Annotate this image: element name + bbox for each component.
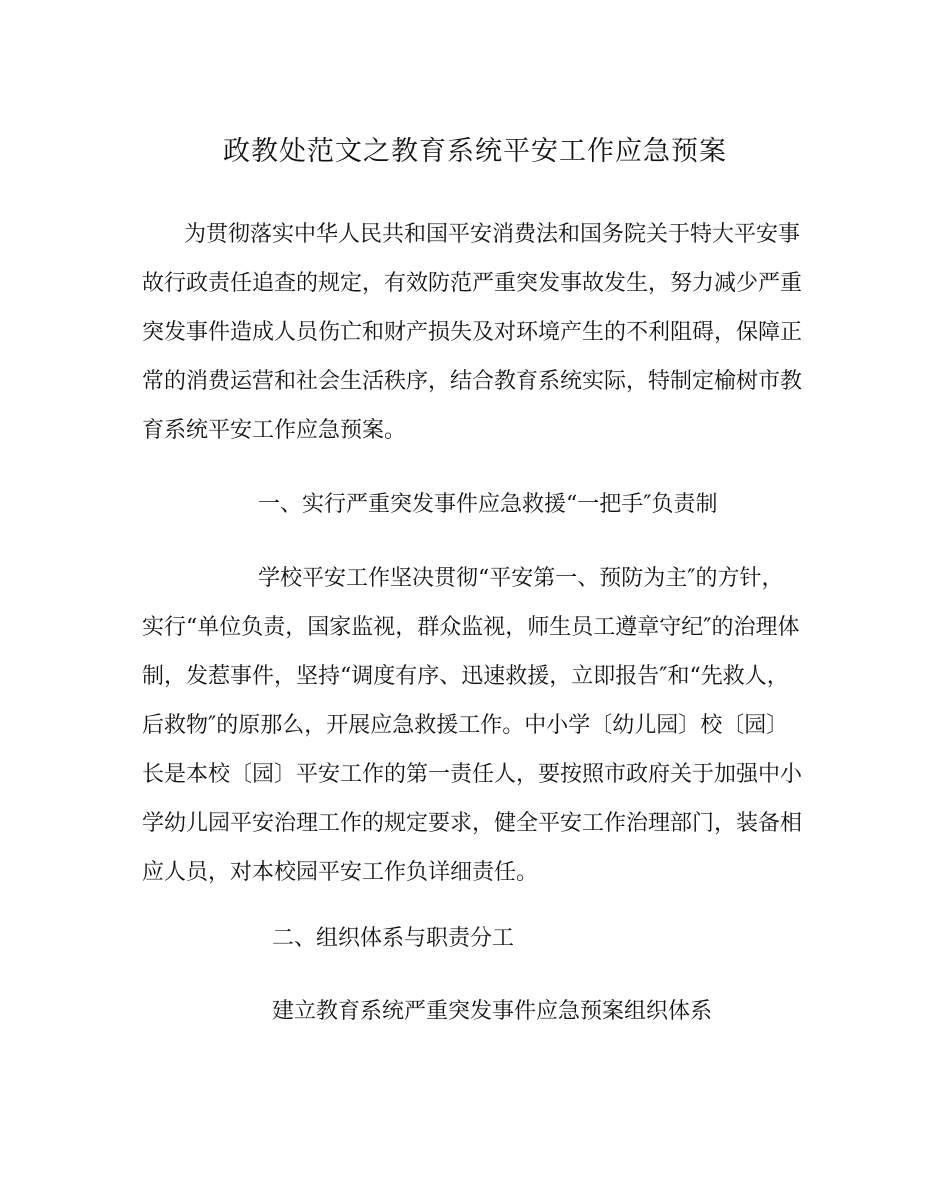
paragraph-2-line-5: 长是本校〔园〕平安工作的第一责任人，要按照市政府关于加强中小 <box>142 762 803 787</box>
paragraph-2-line-7: 应人员，对本校园平安工作负详细责任。 <box>142 860 539 885</box>
paragraph-2-line-1: 学校平安工作坚决贯彻“平安第一、预防为主″的方针， <box>258 566 784 591</box>
paragraph-1-line-2: 故行政责任追查的规定，有效防范严重突发事故发生，努力减少严重 <box>142 271 803 296</box>
paragraph-3-line-1: 建立教育系统严重突发事件应急预案组织体系 <box>272 999 713 1024</box>
paragraph-1-line-1: 为贯彻落实中华人民共和国平安消费法和国务院关于特大平安事 <box>184 222 801 247</box>
paragraph-1-line-5: 育系统平安工作应急预案。 <box>142 418 407 443</box>
paragraph-2-line-3: 制，发惹事件，坚持“调度有序、迅速救援，立即报告″和“先救人， <box>142 664 789 689</box>
paragraph-2-line-2: 实行“单位负责，国家监视，群众监视，师生员工遵章守纪″的治理体 <box>142 615 800 640</box>
section-heading-1: 一、实行严重突发事件应急救援“一把手″负责制 <box>258 492 718 517</box>
section-heading-2: 二、组织体系与职责分工 <box>272 926 515 951</box>
paragraph-2-line-4: 后救物″的原那么，开展应急救援工作。中小学〔幼儿园〕校〔园〕 <box>142 713 789 738</box>
paragraph-1-line-4: 常的消费运营和社会生活秩序，结合教育系统实际，特制定榆树市教 <box>142 369 803 394</box>
paragraph-1-line-3: 突发事件造成人员伤亡和财产损失及对环境产生的不利阻碍，保障正 <box>142 320 803 345</box>
paragraph-2-line-6: 学幼儿园平安治理工作的规定要求，健全平安工作治理部门，装备相 <box>142 811 803 836</box>
document-title: 政教处范文之教育系统平安工作应急预案 <box>223 136 727 167</box>
